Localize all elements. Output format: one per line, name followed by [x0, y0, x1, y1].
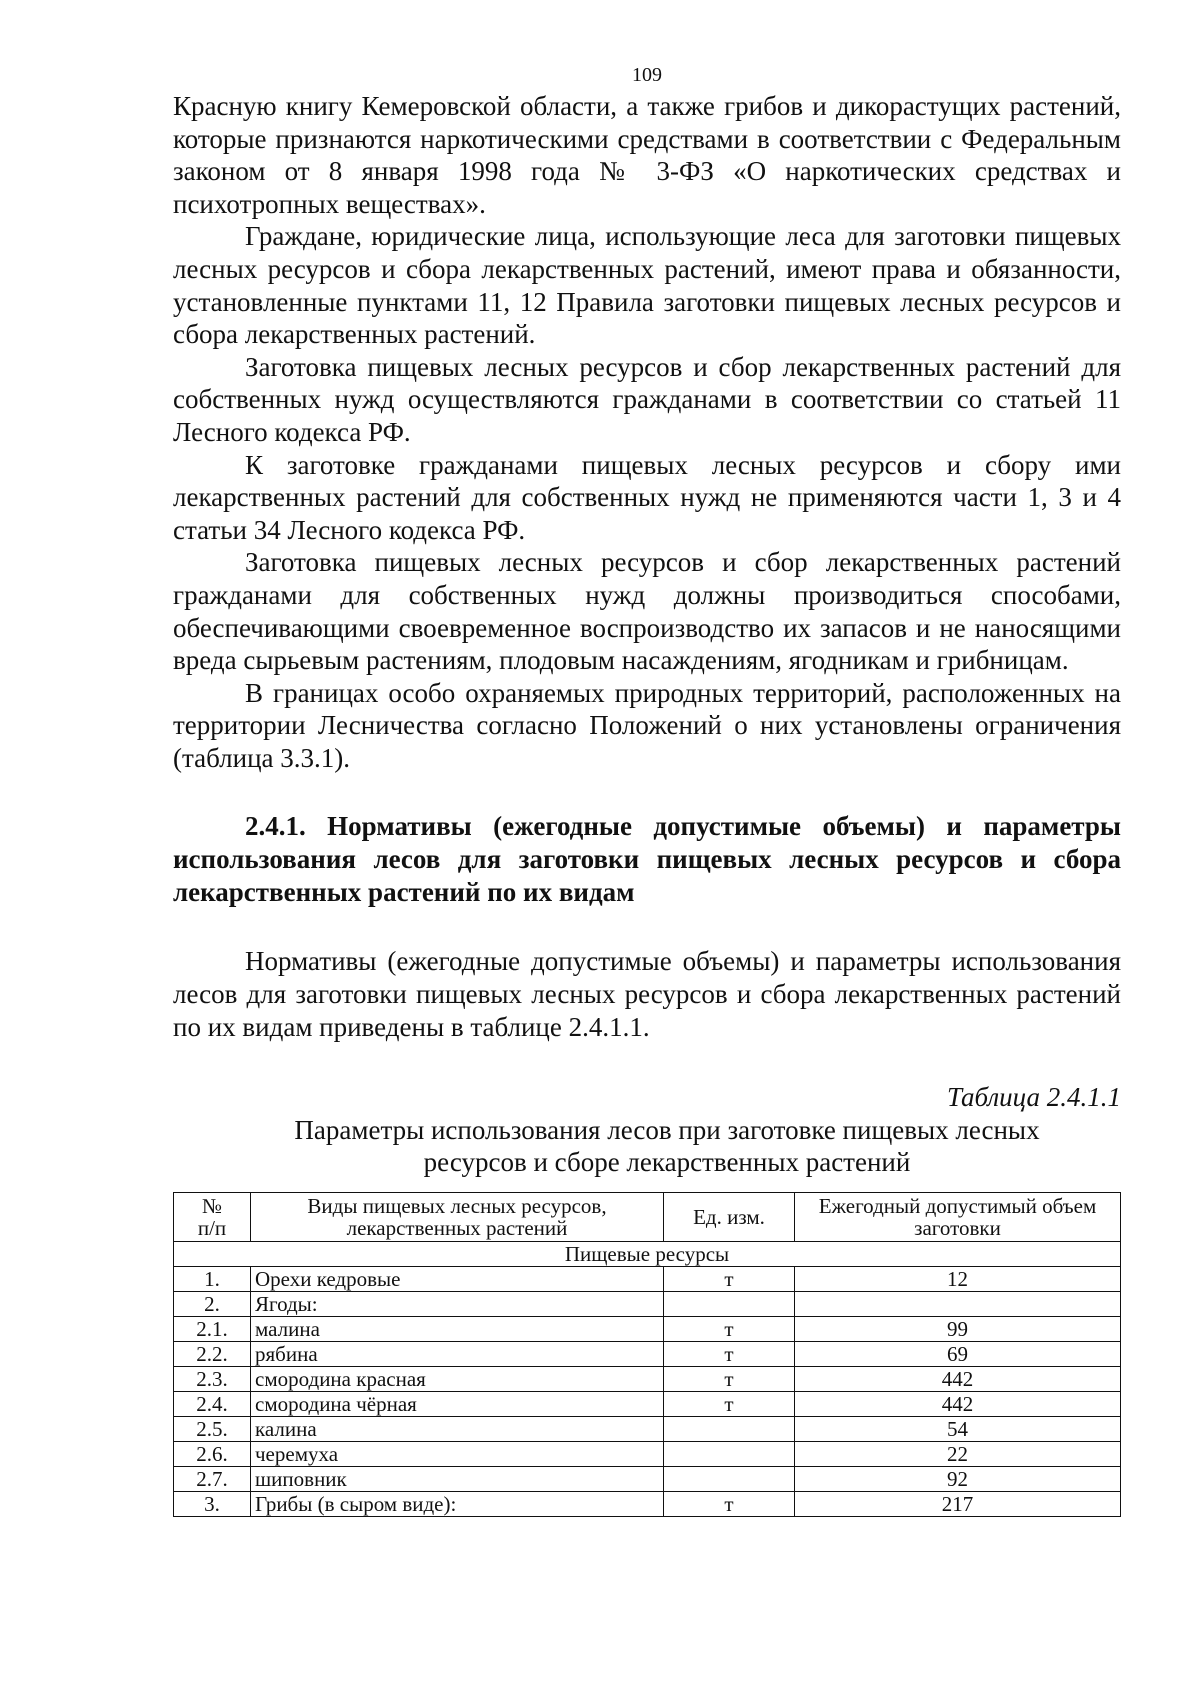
row-num-cell: 2.	[174, 1292, 251, 1317]
row-name-cell: смородина красная	[251, 1367, 664, 1392]
row-name-cell: Ягоды:	[251, 1292, 664, 1317]
table-row	[174, 1292, 1121, 1317]
page-number: 109	[632, 64, 662, 86]
row-volume-cell: 442	[795, 1392, 1121, 1417]
table-row	[174, 1492, 1121, 1517]
row-name-cell: малина	[251, 1317, 664, 1342]
header-num	[174, 1193, 251, 1242]
table-row	[174, 1442, 1121, 1467]
header-volume-line-2: заготовки	[914, 1216, 1001, 1241]
resources-table	[173, 1192, 1121, 1517]
table-title-line-1: Параметры использования лесов при заготовке пищевых лесных	[294, 1115, 1040, 1146]
row-unit-cell: т	[664, 1342, 795, 1367]
header-name-line-1: Виды пищевых лесных ресурсов,	[307, 1194, 607, 1219]
section-paragraph: Нормативы (ежегодные допустимые объемы) и параметры использования лесов для заготовки пищевых лесных ресурсов и сбора лекарственных растений по их видам приведены в таблице 2.4.1.1.	[173, 946, 1121, 1042]
row-name-cell: рябина	[251, 1342, 664, 1367]
row-name-cell: Грибы (в сыром виде):	[251, 1492, 664, 1517]
header-unit: Ед. изм.	[664, 1193, 795, 1242]
section-heading: 2.4.1. Нормативы (ежегодные допустимые объемы) и параметры использования лесов для заготовки пищевых лесных ресурсов и сбора лекарственных растений по их видам	[173, 811, 1121, 908]
paragraph-3: Заготовка пищевых лесных ресурсов и сбор лекарственных растений для собственных нужд осуществляются гражданами в соответствии со статьей 11 Лесного кодекса РФ.	[173, 351, 1121, 447]
row-num-cell: 2.2.	[174, 1342, 251, 1367]
table-title-line-2: ресурсов и сборе лекарственных растений	[423, 1147, 911, 1178]
table-row	[174, 1367, 1121, 1392]
row-unit-cell: т	[664, 1267, 795, 1292]
row-volume-cell: 22	[795, 1442, 1121, 1467]
paragraph-2: Граждане, юридические лица, использующие леса для заготовки пищевых лесных ресурсов и сбора лекарственных растений, имеют права и обязанности, установленные пунктами 11, 12 Правила заготовки пищевых лесных ресурсов и сбора лекарственных растений.	[173, 221, 1121, 350]
row-num-cell: 2.3.	[174, 1367, 251, 1392]
row-volume-cell	[795, 1292, 1121, 1317]
row-name-cell: смородина чёрная	[251, 1392, 664, 1417]
row-unit-cell: т	[664, 1317, 795, 1342]
row-unit-cell	[664, 1467, 795, 1492]
row-name-cell: шиповник	[251, 1467, 664, 1492]
section-label: Пищевые ресурсы	[174, 1242, 1121, 1267]
row-num-cell: 1.	[174, 1267, 251, 1292]
row-unit-cell	[664, 1442, 795, 1467]
row-name-cell: калина	[251, 1417, 664, 1442]
row-name-cell: Орехи кедровые	[251, 1267, 664, 1292]
row-unit-cell: т	[664, 1392, 795, 1417]
paragraph-6: В границах особо охраняемых природных территорий, расположенных на территории Лесничества согласно Положений о них установлены ограничения (таблица 3.3.1).	[173, 677, 1121, 773]
table-row	[174, 1342, 1121, 1367]
row-num-cell: 2.5.	[174, 1417, 251, 1442]
table-title	[173, 1114, 1121, 1178]
row-volume-cell: 442	[795, 1367, 1121, 1392]
header-num-line-2: п/п	[197, 1216, 227, 1241]
header-num-line-1: №	[201, 1194, 223, 1219]
row-unit-cell: т	[664, 1367, 795, 1392]
row-volume-cell: 69	[795, 1342, 1121, 1367]
document-page	[173, 62, 1121, 1517]
row-num-cell: 3.	[174, 1492, 251, 1517]
paragraph-5: Заготовка пищевых лесных ресурсов и сбор лекарственных растений гражданами для собственных нужд должны производиться способами, обеспечивающими своевременное воспроизводство их запасов и не наносящими вреда сырьевым растениям, плодовым насаждениям, ягодникам и грибницам.	[173, 547, 1121, 676]
row-unit-cell: т	[664, 1492, 795, 1517]
row-volume-cell: 99	[795, 1317, 1121, 1342]
row-name-cell: черемуха	[251, 1442, 664, 1467]
header-volume	[795, 1193, 1121, 1242]
table-row	[174, 1267, 1121, 1292]
row-unit-cell	[664, 1417, 795, 1442]
row-num-cell: 2.1.	[174, 1317, 251, 1342]
table-row	[174, 1392, 1121, 1417]
row-volume-cell: 54	[795, 1417, 1121, 1442]
row-num-cell: 2.6.	[174, 1442, 251, 1467]
header-name	[251, 1193, 664, 1242]
table-row	[174, 1467, 1121, 1492]
table-row	[174, 1417, 1121, 1442]
row-unit-cell	[664, 1292, 795, 1317]
row-volume-cell: 217	[795, 1492, 1121, 1517]
table-section-row	[174, 1242, 1121, 1267]
table-caption: Таблица 2.4.1.1	[946, 1082, 1121, 1113]
row-volume-cell: 92	[795, 1467, 1121, 1492]
table-row	[174, 1317, 1121, 1342]
paragraph-1: Красную книгу Кемеровской области, а также грибов и дикорастущих растений, которые признаются наркотическими средствами в соответствии с Федеральным законом от 8 января 1998 года № 3-ФЗ «О наркотических средствах и психотропных веществах».	[173, 91, 1121, 219]
row-num-cell: 2.4.	[174, 1392, 251, 1417]
header-volume-line-1: Ежегодный допустимый объем	[818, 1194, 1097, 1219]
table-header-row	[174, 1193, 1121, 1242]
row-volume-cell: 12	[795, 1267, 1121, 1292]
row-num-cell: 2.7.	[174, 1467, 251, 1492]
paragraph-4: К заготовке гражданами пищевых лесных ресурсов и сбору ими лекарственных растений для собственных нужд не применяются части 1, 3 и 4 статьи 34 Лесного кодекса РФ.	[173, 449, 1121, 545]
header-name-line-2: лекарственных растений	[346, 1216, 568, 1241]
